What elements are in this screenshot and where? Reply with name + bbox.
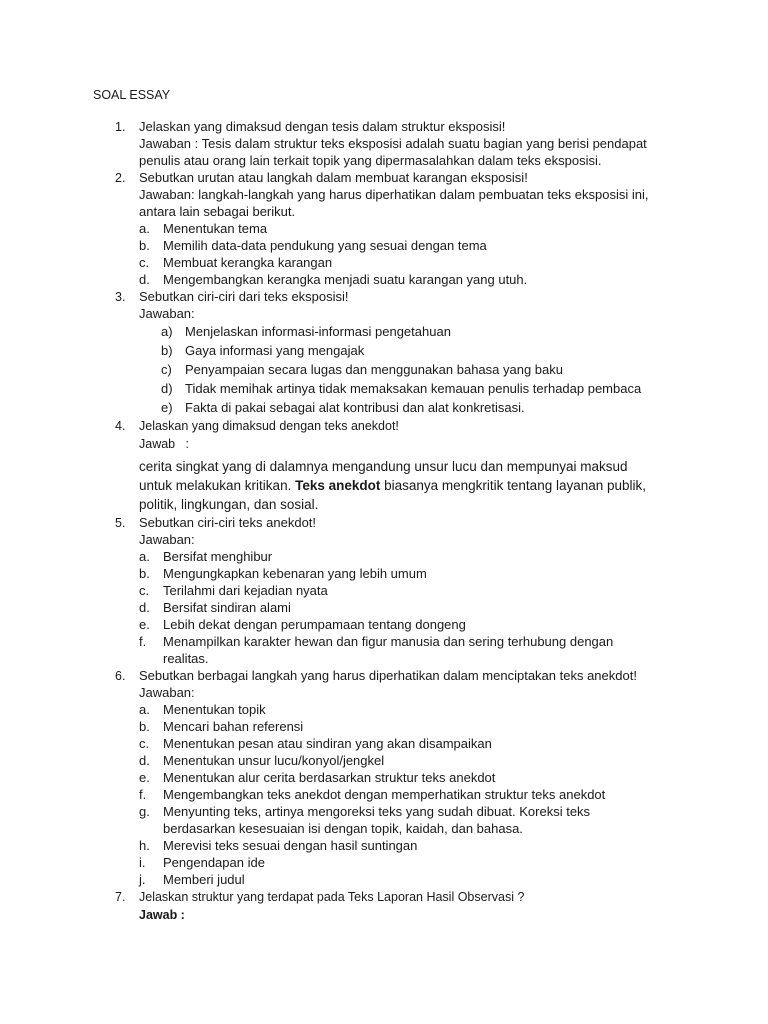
question-text: Sebutkan ciri-ciri teks anekdot! <box>139 515 317 530</box>
list-item <box>139 341 693 360</box>
question-1 <box>93 118 693 169</box>
answer-list <box>139 322 693 417</box>
list-item-text: Gaya informasi yang mengajak <box>185 343 365 358</box>
list-item-text: Menentukan tema <box>163 221 268 236</box>
question-text: Jelaskan yang dimaksud dengan tesis dalam struktur eksposisi! <box>139 119 506 134</box>
list-item-text: Mengembangkan kerangka menjadi suatu karangan yang utuh. <box>163 272 528 287</box>
list-item-text: Mengembangkan teks anekdot dengan memperhatikan struktur teks anekdot <box>163 787 606 802</box>
question-2 <box>93 169 693 288</box>
list-item-text: Lebih dekat dengan perumpamaan tentang dongeng <box>163 617 466 632</box>
answer-line: antara lain sebagai berikut. <box>139 204 296 219</box>
answer-label: Jawaban: <box>139 532 195 547</box>
list-marker: b. <box>139 719 150 734</box>
list-item <box>139 254 693 271</box>
answer-line: Jawaban : Tesis dalam struktur teks eksposisi adalah suatu bagian yang berisi pendapat <box>139 136 647 151</box>
question-text: Sebutkan ciri-ciri dari teks eksposisi! <box>139 289 349 304</box>
list-item-text: Merevisi teks sesuai dengan hasil suntingan <box>163 838 418 853</box>
answer-label: Jawab : <box>139 437 190 451</box>
question-number: 7. <box>115 890 126 904</box>
list-marker: b. <box>139 238 150 253</box>
answer-line <box>139 476 693 495</box>
list-item-text: Memilih data-data pendukung yang sesuai dengan tema <box>163 238 487 253</box>
question-5 <box>93 514 693 667</box>
list-item <box>139 837 693 854</box>
list-item <box>139 769 693 786</box>
question-number: 3. <box>115 290 126 304</box>
question-7 <box>93 888 693 924</box>
list-item-text: realitas. <box>163 651 209 666</box>
list-marker: a. <box>139 702 150 717</box>
list-item <box>139 271 693 288</box>
list-item-text: Menentukan alur cerita berdasarkan struktur teks anekdot <box>163 770 496 785</box>
list-item <box>139 360 693 379</box>
answer-label: Jawaban: <box>139 685 195 700</box>
list-item <box>139 701 693 718</box>
list-item-text: Memberi judul <box>163 872 245 887</box>
list-item-text: Terilahmi dari kejadian nyata <box>163 583 328 598</box>
list-item-text: Menentukan topik <box>163 702 266 717</box>
question-number: 4. <box>115 419 126 433</box>
list-marker: b. <box>139 566 150 581</box>
list-item <box>139 379 693 398</box>
list-marker: d. <box>139 753 150 768</box>
list-item-text: Menampilkan karakter hewan dan figur manusia dan sering terhubung dengan <box>163 634 614 649</box>
list-item-text: Mencari bahan referensi <box>163 719 304 734</box>
list-item-text: Penyampaian secara lugas dan menggunakan bahasa yang baku <box>185 362 563 377</box>
answer-line: politik, lingkungan, dan sosial. <box>139 497 319 512</box>
list-item <box>139 599 693 616</box>
question-text: Sebutkan berbagai langkah yang harus diperhatikan dalam menciptakan teks anekdot! <box>139 668 637 683</box>
answer-text: biasanya mengkritik tentang layanan publik, <box>380 478 647 493</box>
list-marker: c) <box>161 362 172 377</box>
list-marker: f. <box>139 634 147 649</box>
list-item-text: Bersifat sindiran alami <box>163 600 291 615</box>
list-marker: d. <box>139 600 150 615</box>
list-marker: e. <box>139 770 150 785</box>
list-item <box>139 854 693 871</box>
list-item-text: Bersifat menghibur <box>163 549 273 564</box>
list-item-text: Mengungkapkan kebenaran yang lebih umum <box>163 566 427 581</box>
list-item <box>139 735 693 752</box>
question-number: 2. <box>115 171 126 185</box>
list-item-text: berdasarkan kesesuaian isi dengan topik, kaidah, dan bahasa. <box>163 821 523 836</box>
list-marker: c. <box>139 255 150 270</box>
list-item <box>139 616 693 633</box>
question-4 <box>93 417 693 514</box>
list-item-text: Tidak memihak artinya tidak memaksakan kemauan penulis terhadap pembaca <box>185 381 642 396</box>
list-item-text: Membuat kerangka karangan <box>163 255 333 270</box>
list-item <box>139 548 693 565</box>
list-item-text: Pengendapan ide <box>163 855 265 870</box>
list-item <box>139 582 693 599</box>
list-marker: j. <box>139 872 146 887</box>
answer-line: penulis atau orang lain terkait topik yang dipermasalahkan dalam teks eksposisi. <box>139 153 602 168</box>
list-marker: g. <box>139 804 150 819</box>
list-marker: d. <box>139 272 150 287</box>
list-item <box>139 237 693 254</box>
list-marker: e. <box>139 617 150 632</box>
page-title: SOAL ESSAY <box>93 88 171 102</box>
list-marker: d) <box>161 381 173 396</box>
question-6 <box>93 667 693 888</box>
list-item <box>139 220 693 237</box>
answer-paragraph <box>139 457 693 514</box>
question-number: 5. <box>115 516 126 530</box>
list-item <box>139 871 693 888</box>
answer-list <box>139 548 693 667</box>
question-3 <box>93 288 693 417</box>
question-text: Jelaskan struktur yang terdapat pada Teks Laporan Hasil Observasi ? <box>139 890 525 904</box>
list-item-text: Menyunting teks, artinya mengoreksi teks yang sudah dibuat. Koreksi teks <box>163 804 591 819</box>
list-marker: a. <box>139 549 150 564</box>
question-text: Sebutkan urutan atau langkah dalam membuat karangan eksposisi! <box>139 170 528 185</box>
question-number: 6. <box>115 669 126 683</box>
list-item-text: Fakta di pakai sebagai alat kontribusi dan alat konkretisasi. <box>185 400 525 415</box>
question-list <box>93 118 693 924</box>
list-marker: c. <box>139 583 150 598</box>
list-marker: c. <box>139 736 150 751</box>
list-item <box>139 803 693 837</box>
list-item <box>139 752 693 769</box>
list-item <box>139 633 693 667</box>
list-item <box>139 718 693 735</box>
list-item <box>139 398 693 417</box>
answer-line: cerita singkat yang di dalamnya mengandung unsur lucu dan mempunyai maksud <box>139 459 628 474</box>
list-marker: a. <box>139 221 150 236</box>
answer-line: Jawaban: langkah-langkah yang harus diperhatikan dalam pembuatan teks eksposisi ini, <box>139 187 649 202</box>
list-marker: b) <box>161 343 173 358</box>
list-marker: i. <box>139 855 146 870</box>
list-item-text: Menjelaskan informasi-informasi pengetahuan <box>185 324 451 339</box>
question-text: Jelaskan yang dimaksud dengan teks anekdot! <box>139 419 399 433</box>
list-marker: e) <box>161 400 173 415</box>
question-number: 1. <box>115 120 126 134</box>
answer-list <box>139 701 693 888</box>
answer-text: untuk melakukan kritikan. <box>139 478 296 493</box>
list-marker: a) <box>161 324 173 339</box>
list-item <box>139 565 693 582</box>
answer-list <box>139 220 693 288</box>
list-item-text: Menentukan pesan atau sindiran yang akan disampaikan <box>163 736 492 751</box>
answer-label: Jawab : <box>139 908 185 922</box>
list-item-text: Menentukan unsur lucu/konyol/jengkel <box>163 753 385 768</box>
list-marker: h. <box>139 838 150 853</box>
answer-label: Jawaban: <box>139 306 195 321</box>
answer-bold-term: Teks anekdot <box>295 478 381 493</box>
list-item <box>139 322 693 341</box>
list-marker: f. <box>139 787 147 802</box>
list-item <box>139 786 693 803</box>
